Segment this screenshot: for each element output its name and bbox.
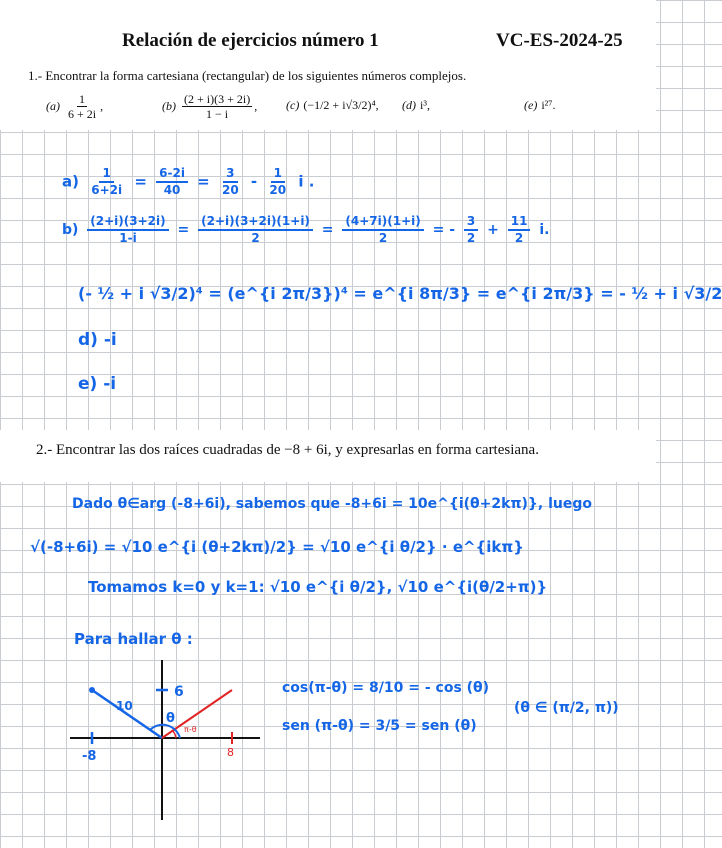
exercise1-statement: 1.- Encontrar la forma cartesiana (rectangular) de los siguientes números complejos.	[28, 68, 467, 83]
exercise2-statement: 2.- Encontrar las dos raíces cuadradas de −8 + 6i, y expresarlas en forma cartesiana.	[36, 442, 539, 458]
page-title: Relación de ejercicios número 1	[122, 30, 379, 51]
answer-b-label: b)	[62, 222, 79, 238]
theta-condition: (θ ∈ (π/2, π))	[514, 700, 619, 716]
answer-a-frac1: $\frac{1}{6+2i}$	[91, 166, 123, 197]
answer-e: e) -i	[78, 374, 117, 394]
item-b-trail: ,	[254, 99, 258, 113]
item-b	[162, 92, 257, 121]
answer-b-frac1: $\frac{(2+i)(3+2i)}{1-i}$	[87, 214, 168, 246]
document-code: VC-ES-2024-25	[496, 30, 623, 51]
answer-b-eq3: = -	[432, 222, 456, 238]
equation-sin: sen (π-θ) = 3/5 = sen (θ)	[282, 718, 477, 734]
label-8: 8	[227, 746, 234, 759]
item-c-trail: ,	[375, 98, 379, 112]
exercise2-line3: Tomamos k=0 y k=1: √10 e^{i θ/2}, √10 e^{i(θ/2+π)}	[88, 578, 548, 596]
exercise2-line4: Para hallar θ :	[74, 630, 193, 648]
answer-b-tail: i.	[539, 222, 550, 238]
item-b-num: (2 + i)(3 + 2i)	[184, 92, 251, 106]
vector-blue	[92, 690, 162, 738]
answer-a	[62, 166, 314, 198]
label-10: 10	[116, 699, 133, 713]
item-e	[524, 98, 555, 113]
item-c-expr: (−1/2 + i√3/2)⁴	[303, 98, 376, 112]
item-a	[46, 92, 103, 121]
item-e-expr: i²⁷	[541, 98, 553, 112]
item-d-trail: ,	[426, 98, 430, 112]
angle-diagram	[60, 660, 270, 820]
answer-a-eq1: =	[134, 172, 147, 191]
item-b-label: (b)	[162, 99, 176, 113]
item-c	[286, 98, 379, 113]
item-c-label: (c)	[286, 98, 300, 112]
label-theta: θ	[166, 711, 175, 726]
item-b-fraction	[182, 92, 252, 121]
answer-b-frac3: $\frac{(4+7i)(1+i)}{2}$	[342, 214, 423, 246]
label-pi-theta: π-θ	[184, 725, 197, 734]
answer-a-frac2: $\frac{6-2i}{40}$	[156, 166, 188, 198]
item-a-num: 1	[79, 92, 86, 106]
item-a-den: 6 + 2i	[68, 107, 97, 121]
label-minus8: -8	[82, 749, 97, 764]
item-d-label: (d)	[402, 98, 416, 112]
item-a-trail: ,	[100, 99, 104, 113]
item-b-den: 1 − i	[206, 107, 229, 121]
answer-b	[62, 214, 549, 246]
answer-b-frac5: $\frac{11}{2}$	[508, 214, 531, 246]
answer-a-eq2: =	[197, 172, 210, 191]
answer-a-frac3: $\frac{3}{20}$	[221, 166, 239, 197]
equation-cos: cos(π-θ) = 8/10 = - cos (θ)	[282, 680, 490, 696]
item-e-trail: .	[552, 98, 556, 112]
answer-a-label: a)	[62, 172, 79, 191]
answer-a-minus: -	[250, 172, 258, 191]
answer-c: (- ½ + i √3/2)⁴ = (e^{i 2π/3})⁴ = e^{i 8π/3} = e^{i 2π/3} = - ½ + i √3/2	[78, 284, 722, 303]
answer-b-eq2: =	[321, 222, 334, 238]
answer-b-eq1: =	[177, 222, 190, 238]
answer-a-tail: i .	[298, 172, 315, 191]
label-6: 6	[174, 684, 184, 700]
item-d-expr: i³	[420, 98, 427, 112]
item-a-fraction	[66, 92, 98, 121]
answer-b-frac2: $\frac{(2+i)(3+2i)(1+i)}{2}$	[198, 214, 313, 246]
item-a-label: (a)	[46, 99, 60, 113]
answer-b-plus: +	[487, 222, 499, 238]
item-e-label: (e)	[524, 98, 538, 112]
answer-a-frac4: $\frac{1}{20}$	[269, 166, 287, 197]
vector-blue-tip	[89, 687, 95, 693]
exercise2-line2: √(-8+6i) = √10 e^{i (θ+2kπ)/2} = √10 e^{i θ/2} · e^{ikπ}	[30, 538, 524, 556]
answer-b-frac4: $\frac{3}{2}$	[464, 214, 478, 246]
item-d	[402, 98, 430, 113]
exercise2-line1: Dado θ∈arg (-8+6i), sabemos que -8+6i = 10e^{i(θ+2kπ)}, luego	[72, 496, 592, 512]
answer-d: d) -i	[78, 330, 117, 350]
